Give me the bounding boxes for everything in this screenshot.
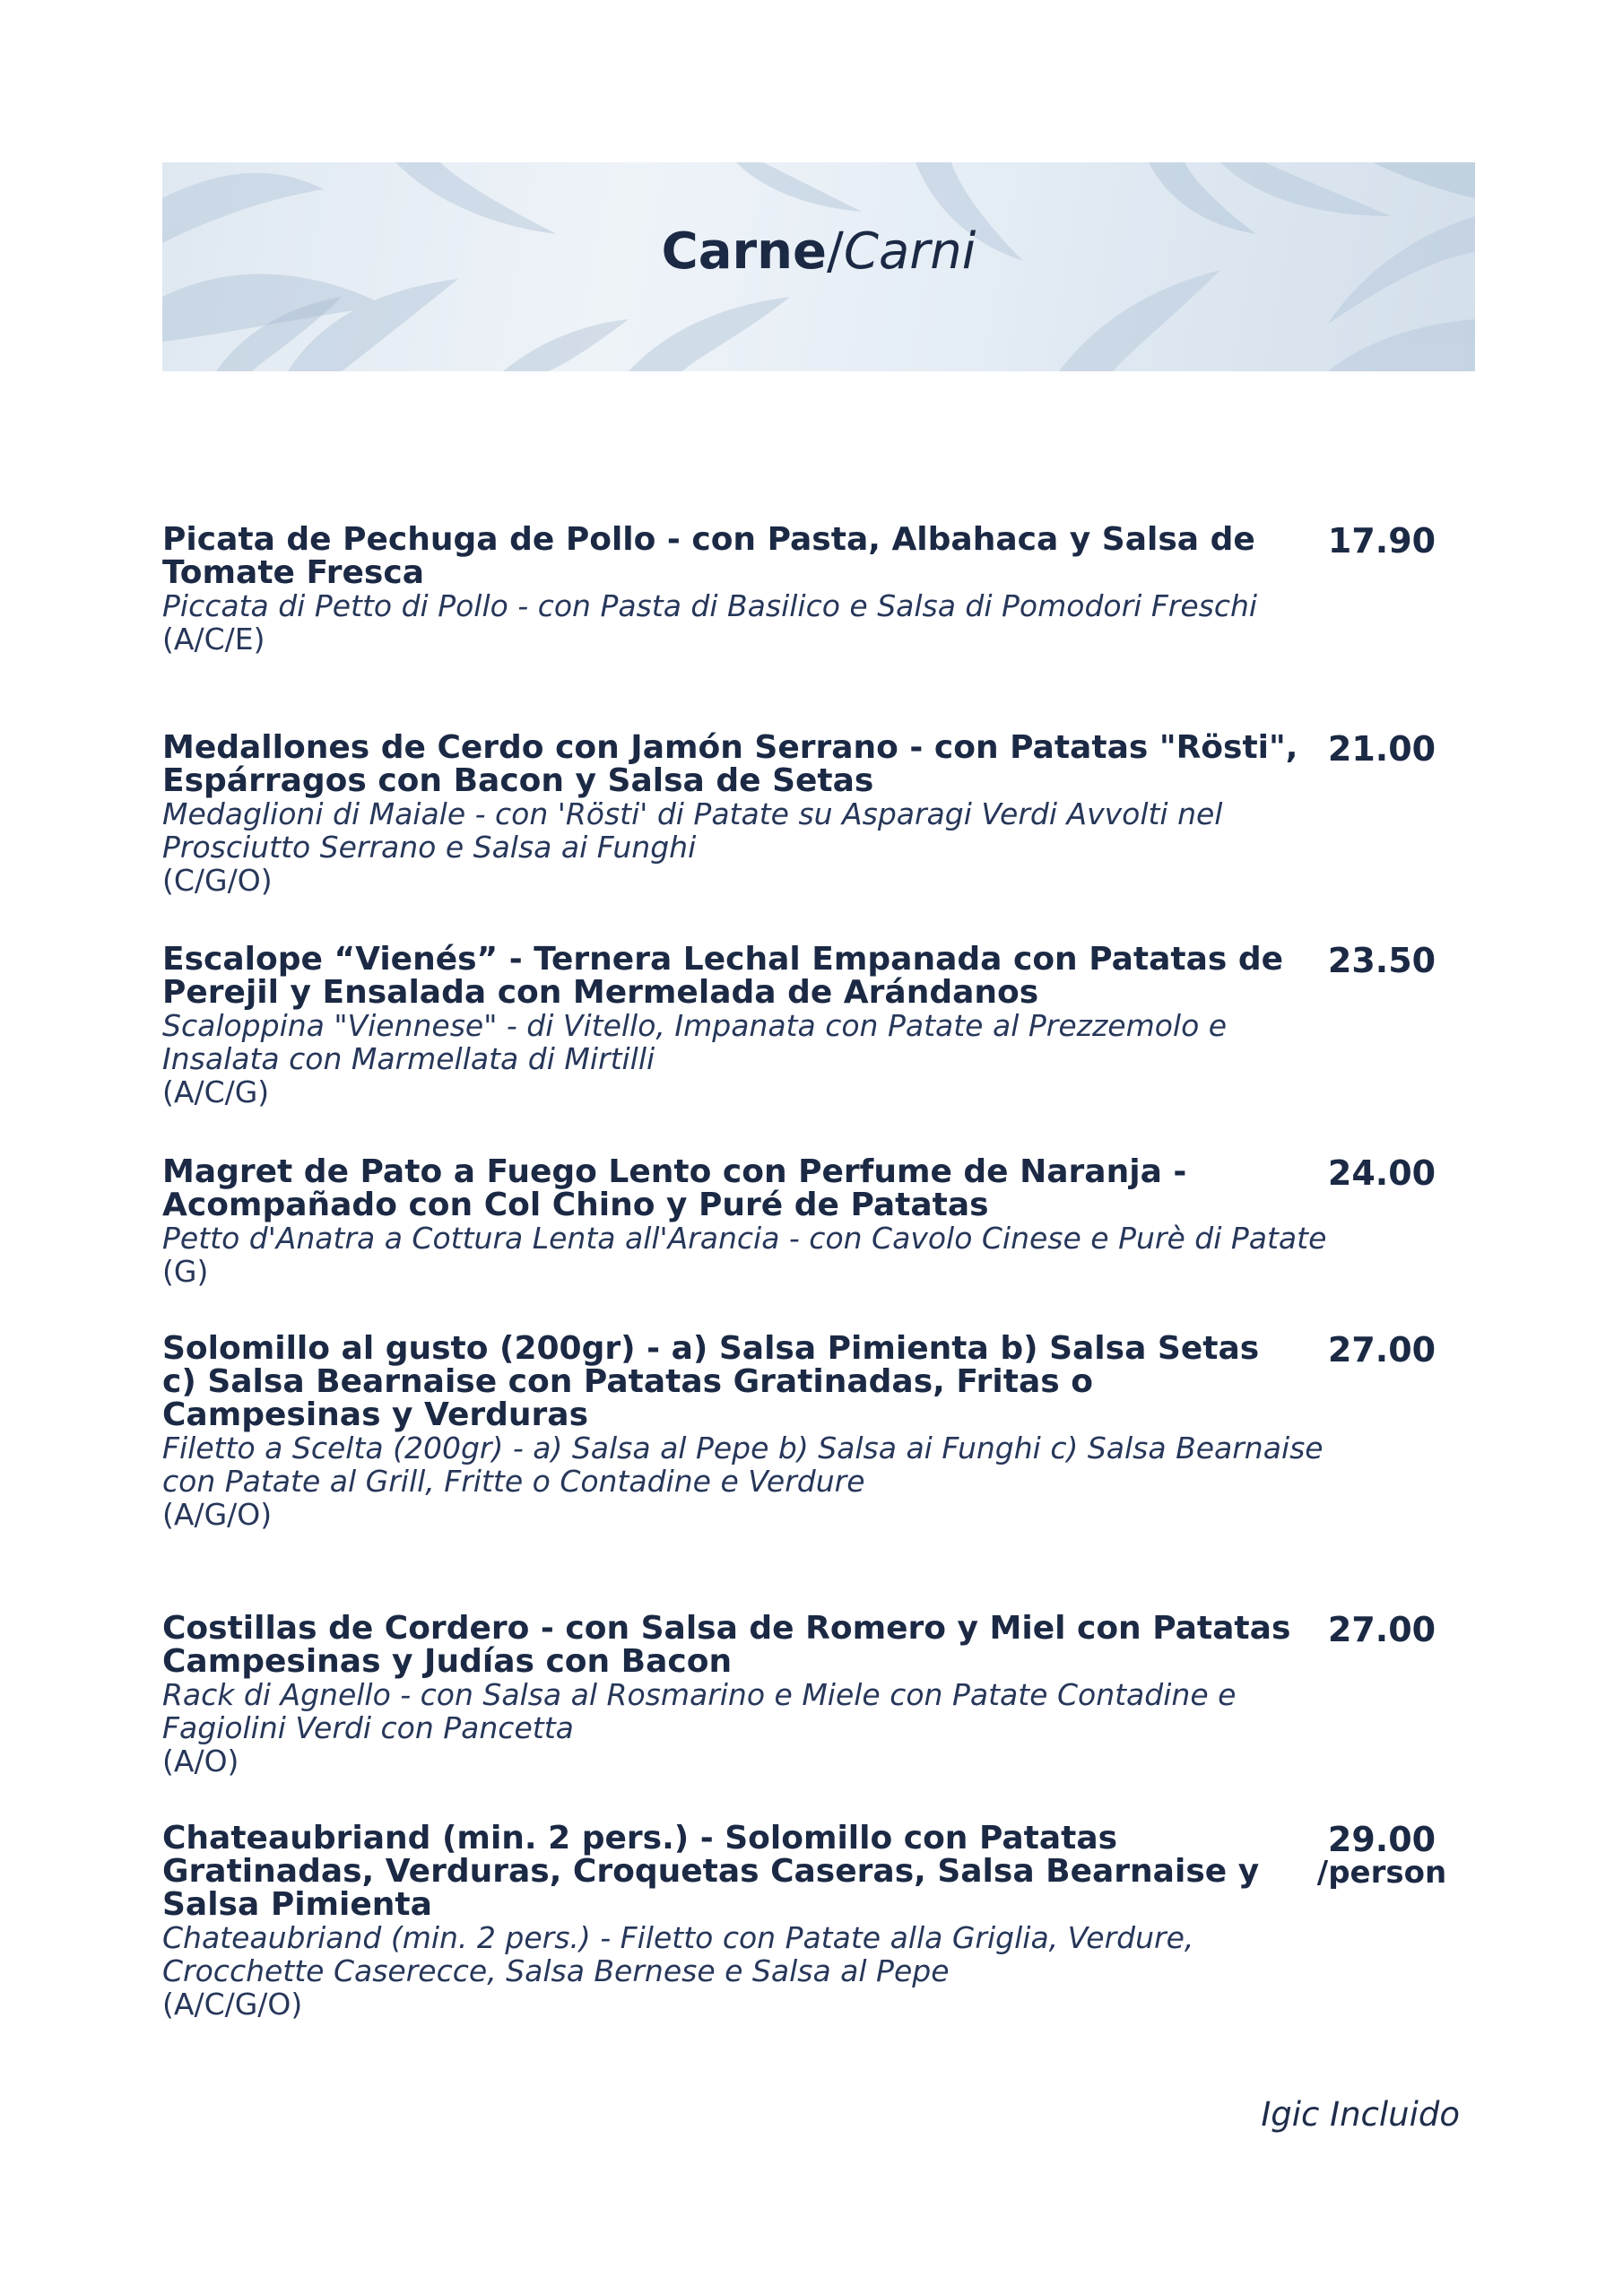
price-value: 27.00 bbox=[1327, 1330, 1436, 1370]
dish-allergens: (A/C/G/O) bbox=[162, 1987, 303, 2022]
dish-italian: Piccata di Petto di Pollo - con Pasta di Basilico e Salsa di Pomodori Freschi bbox=[162, 588, 1258, 623]
price-value: 21.00 bbox=[1327, 729, 1436, 769]
menu-item bbox=[162, 1155, 1471, 1288]
price-value: 17.90 bbox=[1327, 521, 1436, 561]
menu-item bbox=[162, 1612, 1471, 1778]
dish-name: Chateaubriand (min. 2 pers.) - Solomillo con Patatas Gratinadas, Verduras, Croquetas Caseras, Salsa Bearnaise y Salsa Pimienta bbox=[162, 1820, 1260, 1923]
dish-italian: Rack di Agnello - con Salsa al Rosmarino e Miele con Patate Contadine e Fagiolini Verdi con Pancetta bbox=[162, 1677, 1237, 1745]
dish-name: Medallones de Cerdo con Jamón Serrano - con Patatas "Rösti", Espárragos con Bacon y Salsa de Setas bbox=[162, 729, 1298, 799]
menu-item bbox=[162, 523, 1471, 656]
title-separator: / bbox=[826, 222, 844, 281]
menu-item bbox=[162, 943, 1471, 1109]
dish-italian: Filetto a Scelta (200gr) - a) Salsa al Pepe b) Salsa ai Funghi c) Salsa Bearnaise con Patate al Grill, Fritte o Contadine e Verdure bbox=[162, 1431, 1324, 1499]
dish-italian: Chateaubriand (min. 2 pers.) - Filetto con Patate alla Griglia, Verdure, Crocchette Caserecce, Salsa Bernese e Salsa al Pepe bbox=[162, 1920, 1194, 1988]
dish-price bbox=[1292, 1610, 1471, 1649]
header-banner bbox=[162, 162, 1475, 371]
dish-name: Costillas de Cordero - con Salsa de Romero y Miel con Patatas Campesinas y Judías con Bacon bbox=[162, 1610, 1291, 1680]
menu-item bbox=[162, 731, 1471, 897]
dish-italian: Scaloppina "Viennese" - di Vitello, Impanata con Patate al Prezzemolo e Insalata con Marmellata di Mirtilli bbox=[162, 1008, 1228, 1076]
dish-name: Magret de Pato a Fuego Lento con Perfume de Naranja - Acompañado con Col Chino y Puré de Patatas bbox=[162, 1153, 1187, 1223]
page-title bbox=[162, 222, 1475, 281]
dish-allergens: (A/C/G) bbox=[162, 1074, 270, 1109]
dish-price bbox=[1292, 521, 1471, 561]
dish-name: Picata de Pechuga de Pollo - con Pasta, Albahaca y Salsa de Tomate Fresca bbox=[162, 521, 1255, 591]
dish-allergens: (A/O) bbox=[162, 1744, 239, 1779]
dish-price bbox=[1292, 1153, 1471, 1193]
price-value: 23.50 bbox=[1327, 941, 1436, 980]
dish-price bbox=[1292, 1820, 1471, 1891]
dish-price bbox=[1292, 941, 1471, 980]
menu-item bbox=[162, 1822, 1471, 2021]
price-value: 24.00 bbox=[1327, 1153, 1436, 1193]
dish-name: Escalope “Vienés” - Ternera Lechal Empanada con Patatas de Perejil y Ensalada con Mermelada de Arándanos bbox=[162, 941, 1284, 1011]
dish-allergens: (G) bbox=[162, 1254, 209, 1289]
price-value: 27.00 bbox=[1327, 1610, 1436, 1649]
title-italian: Carni bbox=[843, 222, 976, 281]
dish-allergens: (A/C/E) bbox=[162, 622, 265, 657]
dish-italian: Petto d'Anatra a Cottura Lenta all'Arancia - con Cavolo Cinese e Purè di Patate (G) bbox=[162, 1221, 1327, 1289]
menu-item bbox=[162, 1332, 1471, 1531]
dish-allergens: (C/G/O) bbox=[162, 863, 273, 898]
dish-price bbox=[1292, 729, 1471, 769]
dish-italian: Medaglioni di Maiale - con 'Rösti' di Patate su Asparagi Verdi Avvolti nel Prosciutto Serrano e Salsa ai Funghi bbox=[162, 796, 1223, 865]
dish-name: Solomillo al gusto (200gr) - a) Salsa Pimienta b) Salsa Setas c) Salsa Bearnaise con Patatas Gratinadas, Fritas o Campesinas y Verduras bbox=[162, 1330, 1260, 1433]
price-unit: /person bbox=[1316, 1855, 1447, 1891]
tax-note: Igic Incluido bbox=[1261, 2095, 1460, 2134]
dish-allergens: (A/G/O) bbox=[162, 1497, 273, 1532]
title-spanish: Carne bbox=[661, 222, 827, 281]
dish-price bbox=[1292, 1330, 1471, 1370]
price-value: 29.00 bbox=[1327, 1820, 1436, 1859]
